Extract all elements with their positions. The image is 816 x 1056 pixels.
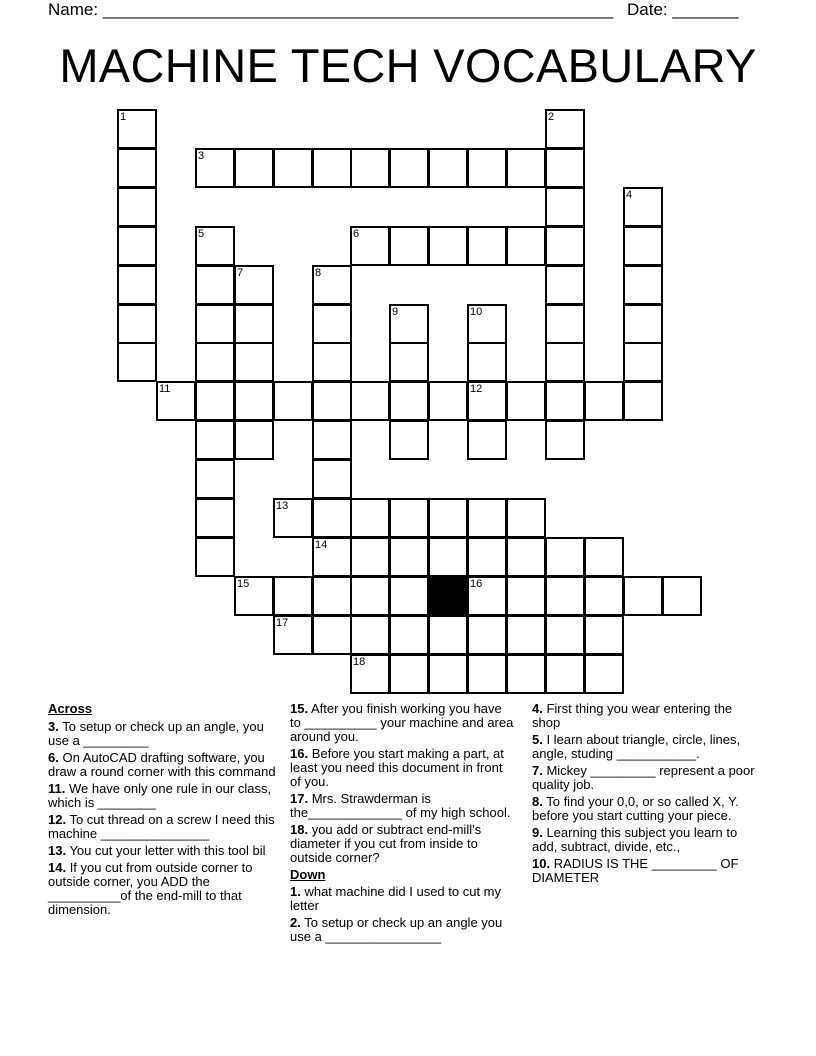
grid-cell[interactable] <box>389 537 429 577</box>
grid-cell[interactable] <box>117 226 157 266</box>
clue-item-number: 8. <box>532 794 543 809</box>
grid-cell[interactable] <box>117 187 157 227</box>
grid-cell[interactable] <box>467 498 507 538</box>
grid-cell[interactable] <box>506 654 546 694</box>
grid-cell[interactable] <box>428 654 468 694</box>
clue-item <box>48 844 278 858</box>
grid-cell[interactable] <box>389 420 429 460</box>
grid-cell[interactable] <box>545 537 585 577</box>
grid-cell[interactable] <box>467 615 507 655</box>
grid-cell[interactable] <box>350 381 390 421</box>
grid-cell[interactable] <box>545 420 585 460</box>
grid-cell[interactable] <box>195 459 235 499</box>
clue-item <box>532 764 762 792</box>
grid-cell[interactable] <box>273 576 313 616</box>
clue-number: 1 <box>120 111 127 123</box>
grid-cell[interactable] <box>389 615 429 655</box>
grid-cell[interactable] <box>584 381 624 421</box>
clue-item-text: To setup or check up an angle, you use a _________ <box>48 719 264 748</box>
clue-item-number: 17. <box>290 791 309 806</box>
grid-cell[interactable] <box>389 342 429 382</box>
clue-number: 11 <box>159 383 171 395</box>
grid-cell[interactable] <box>312 459 352 499</box>
grid-cell[interactable] <box>389 654 429 694</box>
grid-cell[interactable] <box>312 148 352 188</box>
blocked-cell <box>428 576 468 616</box>
grid-cell[interactable] <box>545 576 585 616</box>
clue-item-text: Mickey _________ represent a poor quality job. <box>532 763 755 792</box>
clue-item <box>290 916 515 944</box>
clue-number: 18 <box>353 656 366 668</box>
clue-number: 2 <box>548 111 555 123</box>
grid-cell[interactable] <box>389 304 429 344</box>
grid-cell[interactable] <box>545 654 585 694</box>
clue-item <box>290 823 515 865</box>
grid-cell[interactable] <box>234 576 274 616</box>
grid-cell[interactable] <box>389 498 429 538</box>
grid-cell[interactable] <box>195 420 235 460</box>
grid-cell[interactable] <box>195 265 235 305</box>
clue-item-text: what machine did I used to cut my letter <box>290 884 501 913</box>
grid-cell[interactable] <box>117 304 157 344</box>
grid-cell[interactable] <box>662 576 702 616</box>
clue-item-number: 12. <box>48 812 67 827</box>
grid-cell[interactable] <box>506 615 546 655</box>
clue-number: 10 <box>470 306 483 318</box>
grid-cell[interactable] <box>389 576 429 616</box>
grid-cell[interactable] <box>312 381 352 421</box>
grid-cell[interactable] <box>312 537 352 577</box>
clue-item <box>290 747 515 789</box>
clue-number: 14 <box>315 539 328 551</box>
clue-number: 3 <box>198 150 205 162</box>
clue-item <box>290 885 515 913</box>
grid-cell[interactable] <box>195 498 235 538</box>
clue-item-text: To cut thread on a screw I need this machine _______________ <box>48 812 275 841</box>
clue-item-number: 3. <box>48 719 59 734</box>
down-heading: Down <box>290 867 326 882</box>
clue-item <box>532 702 762 730</box>
grid-cell[interactable] <box>506 576 546 616</box>
grid-cell[interactable] <box>350 615 390 655</box>
clue-item <box>532 733 762 761</box>
grid-cell[interactable] <box>195 148 235 188</box>
grid-cell[interactable] <box>545 304 585 344</box>
clue-item <box>48 720 278 748</box>
grid-cell[interactable] <box>234 420 274 460</box>
date-field[interactable]: Date: _______ <box>627 0 739 19</box>
grid-cell[interactable] <box>312 498 352 538</box>
grid-cell[interactable] <box>584 576 624 616</box>
grid-cell[interactable] <box>195 537 235 577</box>
name-field[interactable]: Name: ______________________________________________________ <box>48 0 614 19</box>
grid-cell[interactable] <box>545 342 585 382</box>
clue-item-number: 9. <box>532 825 543 840</box>
grid-cell[interactable] <box>545 109 585 149</box>
clue-number: 15 <box>237 578 250 590</box>
grid-cell[interactable] <box>273 498 313 538</box>
grid-cell[interactable] <box>584 654 624 694</box>
grid-cell[interactable] <box>350 576 390 616</box>
clue-item-number: 11. <box>48 781 66 796</box>
clue-item-text: After you finish working you have to __________ your machine and area around you. <box>290 701 514 744</box>
clue-item-text: you add or subtract end-mill's diameter if you cut from inside to outside corner? <box>290 822 482 865</box>
clue-item-number: 10. <box>532 856 551 871</box>
grid-cell[interactable] <box>545 381 585 421</box>
grid-cell[interactable] <box>428 226 468 266</box>
clue-item-number: 13. <box>48 843 67 858</box>
clue-number: 7 <box>237 267 244 279</box>
grid-cell[interactable] <box>428 615 468 655</box>
grid-cell[interactable] <box>389 148 429 188</box>
grid-cell[interactable] <box>312 576 352 616</box>
grid-cell[interactable] <box>195 304 235 344</box>
grid-cell[interactable] <box>545 187 585 227</box>
grid-cell[interactable] <box>467 420 507 460</box>
grid-cell[interactable] <box>389 226 429 266</box>
grid-cell[interactable] <box>195 226 235 266</box>
grid-cell[interactable] <box>428 381 468 421</box>
clue-number: 9 <box>392 306 399 318</box>
clue-item-text: First thing you wear entering the shop <box>532 701 733 730</box>
grid-cell[interactable] <box>117 109 157 149</box>
grid-cell[interactable] <box>506 537 546 577</box>
grid-cell[interactable] <box>428 537 468 577</box>
clue-item-text: On AutoCAD drafting software, you draw a round corner with this command <box>48 750 276 779</box>
grid-cell[interactable] <box>312 342 352 382</box>
clue-item-number: 18. <box>290 822 309 837</box>
clue-item <box>48 782 278 810</box>
grid-cell[interactable] <box>312 420 352 460</box>
clue-item-text: We have only one rule in our class, which is ________ <box>48 781 272 810</box>
clue-item-number: 2. <box>290 915 301 930</box>
clues-column-1 <box>48 702 278 920</box>
clue-item-text: If you cut from outside corner to outside corner, you ADD the __________of the end-mill to that dimension. <box>48 860 253 917</box>
grid-cell[interactable] <box>584 537 624 577</box>
clue-item-number: 16. <box>290 746 309 761</box>
grid-cell[interactable] <box>195 342 235 382</box>
grid-cell[interactable] <box>117 148 157 188</box>
grid-cell[interactable] <box>350 148 390 188</box>
grid-cell[interactable] <box>623 576 663 616</box>
clue-number: 16 <box>470 578 483 590</box>
grid-cell[interactable] <box>312 304 352 344</box>
clue-item-number: 4. <box>532 701 543 716</box>
grid-cell[interactable] <box>428 148 468 188</box>
grid-cell[interactable] <box>545 615 585 655</box>
grid-cell[interactable] <box>467 537 507 577</box>
grid-cell[interactable] <box>467 148 507 188</box>
grid-cell[interactable] <box>506 498 546 538</box>
clue-item <box>532 857 762 885</box>
clues-column-3 <box>532 702 762 888</box>
clue-number: 8 <box>315 267 322 279</box>
clue-number: 6 <box>353 228 360 240</box>
grid-cell[interactable] <box>623 381 663 421</box>
clue-item-text: Learning this subject you learn to add, subtract, divide, etc., <box>532 825 738 854</box>
grid-cell[interactable] <box>195 381 235 421</box>
grid-cell[interactable] <box>234 148 274 188</box>
grid-cell[interactable] <box>350 654 390 694</box>
clues-column-2 <box>290 702 515 947</box>
grid-cell[interactable] <box>623 187 663 227</box>
grid-cell[interactable] <box>117 342 157 382</box>
page-title: MACHINE TECH VOCABULARY <box>59 39 757 92</box>
grid-cell[interactable] <box>467 226 507 266</box>
grid-cell[interactable] <box>467 654 507 694</box>
grid-cell[interactable] <box>234 265 274 305</box>
clue-item-text: Mrs. Strawderman is the_____________ of my high school. <box>290 791 511 820</box>
clue-item <box>48 751 278 779</box>
grid-cell[interactable] <box>467 304 507 344</box>
clue-item <box>532 795 762 823</box>
grid-cell[interactable] <box>506 226 546 266</box>
grid-cell[interactable] <box>506 148 546 188</box>
clue-item-number: 1. <box>290 884 301 899</box>
clue-item-number: 14. <box>48 860 67 875</box>
grid-cell[interactable] <box>312 265 352 305</box>
grid-cell[interactable] <box>389 381 429 421</box>
grid-cell[interactable] <box>506 381 546 421</box>
grid-cell[interactable] <box>312 615 352 655</box>
clue-item <box>290 792 515 820</box>
grid-cell[interactable] <box>428 498 468 538</box>
clue-number: 12 <box>470 383 483 395</box>
across-heading: Across <box>48 701 93 716</box>
clue-number: 5 <box>198 228 205 240</box>
grid-cell[interactable] <box>234 381 274 421</box>
clue-item <box>48 861 278 917</box>
grid-cell[interactable] <box>117 265 157 305</box>
grid-cell[interactable] <box>545 226 585 266</box>
clue-item-number: 5. <box>532 732 543 747</box>
grid-cell[interactable] <box>623 265 663 305</box>
clue-item <box>48 813 278 841</box>
clue-item-text: Before you start making a part, at least you need this document in front of you. <box>290 746 504 789</box>
grid-cell[interactable] <box>545 265 585 305</box>
grid-cell[interactable] <box>273 615 313 655</box>
clue-item-text: I learn about triangle, circle, lines, angle, studing ___________. <box>532 732 741 761</box>
clue-item-text: To setup or check up an angle you use a ________________ <box>290 915 503 944</box>
grid-cell[interactable] <box>273 148 313 188</box>
grid-cell[interactable] <box>350 537 390 577</box>
grid-cell[interactable] <box>545 148 585 188</box>
grid-cell[interactable] <box>584 615 624 655</box>
grid-cell[interactable] <box>623 342 663 382</box>
clue-number: 17 <box>276 617 289 629</box>
grid-cell[interactable] <box>350 498 390 538</box>
grid-cell[interactable] <box>350 226 390 266</box>
grid-cell[interactable] <box>467 381 507 421</box>
clue-item-text: To find your 0,0, or so called X, Y. before you start cutting your piece. <box>532 794 739 823</box>
grid-cell[interactable] <box>467 576 507 616</box>
grid-cell[interactable] <box>234 342 274 382</box>
clue-item <box>290 702 515 744</box>
clue-item-number: 15. <box>290 701 309 716</box>
grid-cell[interactable] <box>623 226 663 266</box>
clue-number: 4 <box>626 189 633 201</box>
grid-cell[interactable] <box>156 381 196 421</box>
clue-number: 13 <box>276 500 289 512</box>
clue-item-number: 7. <box>532 763 543 778</box>
clue-item-number: 6. <box>48 750 59 765</box>
grid-cell[interactable] <box>623 304 663 344</box>
grid-cell[interactable] <box>467 342 507 382</box>
grid-cell[interactable] <box>234 304 274 344</box>
grid-cell[interactable] <box>273 381 313 421</box>
clue-item-text: You cut your letter with this tool bil <box>66 843 266 858</box>
clue-item <box>532 826 762 854</box>
clue-item-text: RADIUS IS THE _________ OF DIAMETER <box>532 856 739 885</box>
